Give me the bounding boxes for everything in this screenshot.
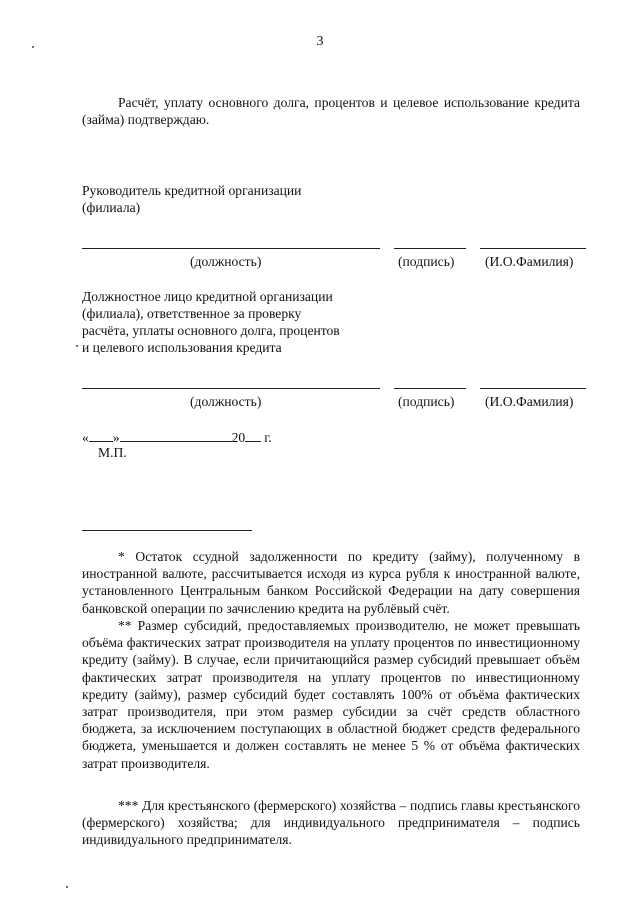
- date-open-quote: «: [82, 430, 89, 445]
- month-blank: [120, 429, 232, 442]
- date-close-quote: »: [112, 430, 120, 445]
- footnote-separator: [82, 530, 252, 531]
- stamp-place: М.П.: [98, 445, 127, 460]
- name-line-2: [480, 388, 586, 389]
- footnote-1-marker: *: [118, 549, 125, 564]
- scan-speck: [32, 46, 34, 48]
- name-line-1: [480, 248, 586, 249]
- year-blank: [245, 429, 261, 442]
- head-title-line1: Руководитель кредитной организации: [82, 183, 302, 198]
- official-line-4: и целевого использования кредита: [82, 340, 282, 355]
- name-caption-2: (И.О.Фамилия): [485, 394, 574, 409]
- signature-caption-2: (подпись): [398, 394, 455, 409]
- signature-line-2: [394, 388, 466, 389]
- confirmation-text: Расчёт, уплату основного долга, процентов и целевое использование кредита (займа) подтверждаю.: [82, 95, 580, 127]
- footnote-1-text: Остаток ссудной задолженности по кредиту (займу), полученному в иностранной валюте, рассчитывается исходя из курса рубля к иностранной валюте, установленного Центральным банком Российской Федерации на дату совершения банковской операции по зачислению кредита на рублёвый счёт.: [82, 549, 581, 616]
- date-row: [82, 429, 272, 446]
- footnote-3: [82, 797, 580, 849]
- signature-caption-1: (подпись): [398, 254, 455, 269]
- scan-speck: [66, 886, 68, 888]
- footnote-3-marker: ***: [118, 798, 139, 813]
- footnote-2-marker: **: [118, 618, 132, 633]
- name-caption-1: (И.О.Фамилия): [485, 254, 574, 269]
- official-line-2: (филиала), ответственное за проверку: [82, 306, 302, 321]
- year-suffix: г.: [264, 430, 272, 445]
- head-block: [82, 182, 382, 216]
- footnote-3-text: Для крестьянского (фермерского) хозяйства – подпись главы крестьянского (фермерского) хозяйства; для индивидуального предпринимателя – подпись индивидуального предпринимателя.: [82, 798, 580, 848]
- confirmation-paragraph: [82, 94, 580, 128]
- position-line-2: [82, 388, 380, 389]
- year-prefix: 20: [231, 430, 246, 445]
- day-blank: [89, 429, 113, 442]
- footnote-1: [82, 548, 580, 617]
- footnote-2-text: Размер субсидий, предоставляемых производителю, не может превышать объёма фактических затрат производителя на уплату процентов по инвестиционному кредиту (займу). В случае, если причитающийся размер субсидий превышает объём фактических затрат производителя на уплату процентов по инвестиционному кредиту (займу), размер субсидий будет составлять 100% от объёма фактических затрат производителя, при этом размер субсидии за счёт средств областного бюджета, за исключением поступающих в областной бюджет средств федерального бюджета, уменьшается и должен составлять не менее 5 % от объёма фактических затрат производителя.: [82, 618, 580, 771]
- official-line-3: расчёта, уплаты основного долга, процентов: [82, 323, 340, 338]
- official-block: [82, 288, 382, 356]
- position-caption-1: (должность): [190, 254, 262, 269]
- official-line-1: Должностное лицо кредитной организации: [82, 289, 333, 304]
- footnote-2: [82, 617, 580, 772]
- signature-line-1: [394, 248, 466, 249]
- scan-speck: [76, 345, 78, 347]
- page-number: 3: [316, 34, 324, 49]
- position-line-1: [82, 248, 380, 249]
- head-title-line2: (филиала): [82, 200, 141, 215]
- position-caption-2: (должность): [190, 394, 262, 409]
